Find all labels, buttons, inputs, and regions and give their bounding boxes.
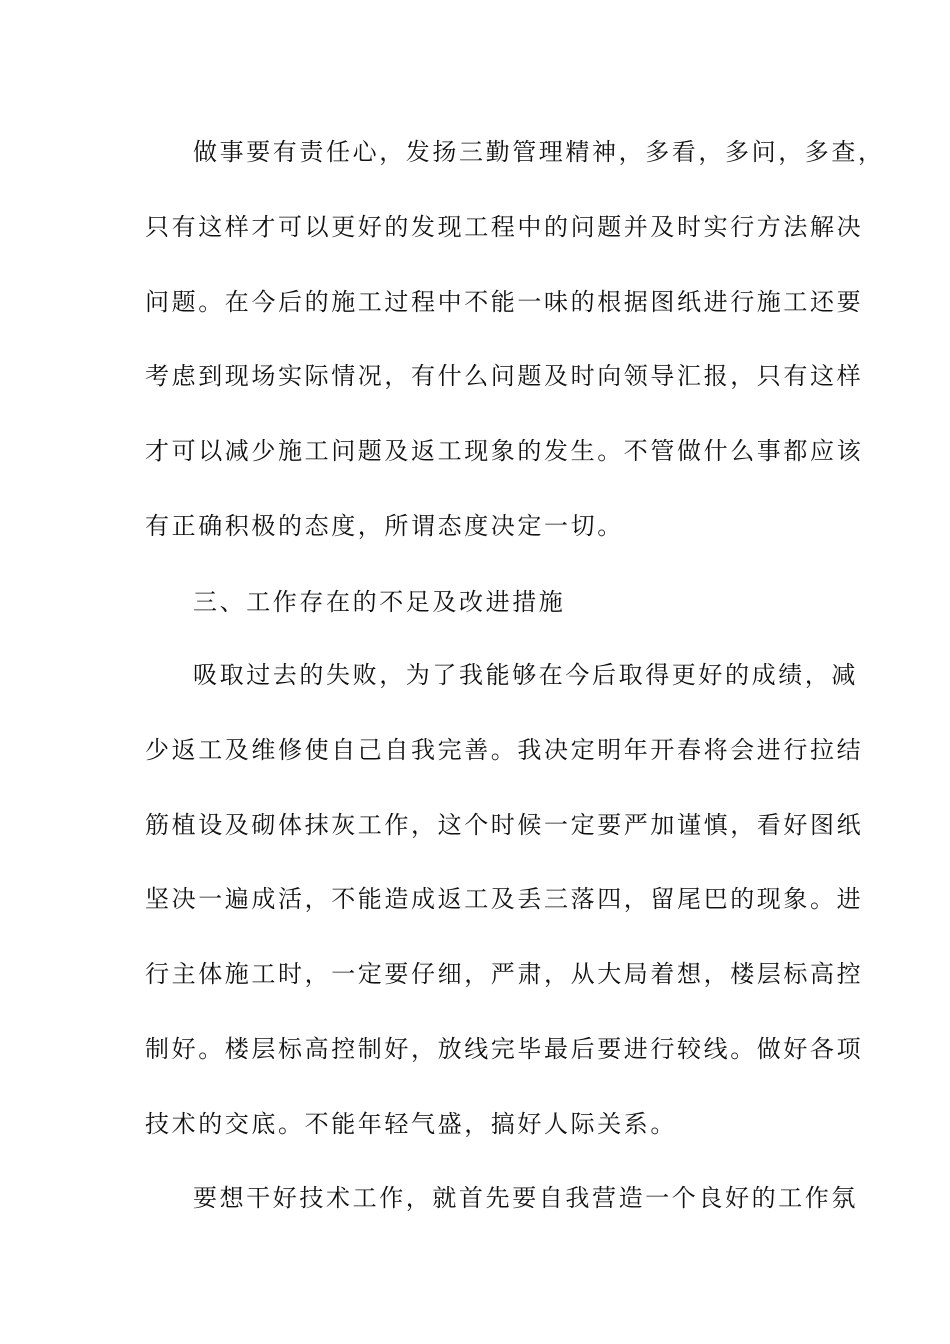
paragraph-line-12: 制好。楼层标高控制好，放线完毕最后要进行较线。做好各项 — [145, 1035, 864, 1063]
paragraph-line-4: 考虑到现场实际情况，有什么问题及时向领导汇报，只有这样 — [145, 362, 864, 390]
paragraph-line-8: 少返工及维修使自己自我完善。我决定明年开春将会进行拉结 — [145, 736, 864, 764]
paragraph-line-14: 要想干好技术工作，就首先要自我营造一个良好的工作氛 — [193, 1184, 858, 1212]
section-heading: 三、工作存在的不足及改进措施 — [193, 588, 566, 616]
paragraph-line-5: 才可以减少施工问题及返工现象的发生。不管做什么事都应该 — [145, 437, 864, 465]
paragraph-line-7: 吸取过去的失败，为了我能够在今后取得更好的成绩，减 — [193, 661, 858, 689]
paragraph-line-1: 做事要有责任心，发扬三勤管理精神，多看，多问，多查， — [193, 138, 885, 166]
paragraph-line-13: 技术的交底。不能年轻气盛，搞好人际关系。 — [145, 1110, 677, 1138]
paragraph-line-2: 只有这样才可以更好的发现工程中的问题并及时实行方法解决 — [145, 213, 864, 241]
paragraph-line-3: 问题。在今后的施工过程中不能一味的根据图纸进行施工还要 — [145, 288, 864, 316]
paragraph-line-11: 行主体施工时，一定要仔细，严肃，从大局着想，楼层标高控 — [145, 960, 864, 988]
paragraph-line-6: 有正确积极的态度，所谓态度决定一切。 — [145, 512, 624, 540]
paragraph-line-10: 坚决一遍成活，不能造成返工及丢三落四，留尾巴的现象。进 — [145, 885, 864, 913]
paragraph-line-9: 筋植设及砌体抹灰工作，这个时候一定要严加谨慎，看好图纸 — [145, 811, 864, 839]
